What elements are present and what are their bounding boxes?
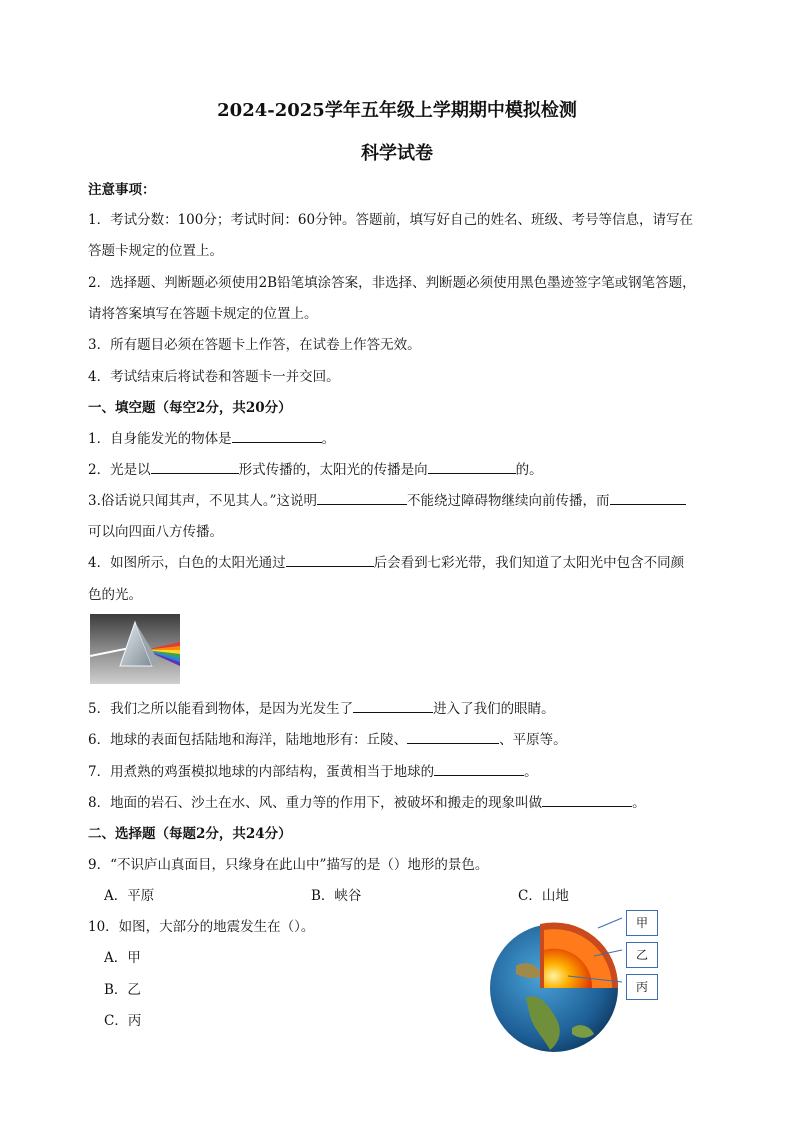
q9-option-b[interactable]: B．峡谷	[311, 888, 362, 904]
question-5: 5．我们之所以能看到物体，是因为光发生了 进入了我们的眼睛。	[88, 697, 555, 717]
section2-heading: 二、选择题（每题2分，共24分）	[88, 826, 292, 842]
question-3: 3.俗话说只闻其声，不见其人。”这说明 不能绕过障碍物继续向前传播，而	[88, 489, 686, 509]
notice-line: 2．选择题、判断题必须使用2B铅笔填涂答案，非选择、判断题必须使用黑色墨迹签字笔或钢笔答题，	[88, 275, 696, 291]
q9-option-c[interactable]: C．山地	[518, 888, 569, 904]
question-2: 2．光是以 形式传播的，太阳光的传播是向 的。	[88, 458, 543, 478]
notice-line: 1．考试分数：100分；考试时间：60分钟。答题前，填写好自己的姓名、班级、考号等信息，请写在	[88, 212, 694, 228]
question-8: 8．地面的岩石、沙土在水、风、重力等的作用下，被破坏和搬走的现象叫做 。	[88, 791, 646, 811]
notice-line: 请将答案填写在答题卡规定的位置上。	[88, 306, 318, 322]
answer-blank[interactable]	[151, 459, 239, 474]
notice-line: 3．所有题目必须在答题卡上作答，在试卷上作答无效。	[88, 337, 421, 353]
notice-line: 答题卡规定的位置上。	[88, 243, 223, 259]
answer-blank[interactable]	[407, 729, 499, 744]
answer-blank[interactable]	[542, 792, 632, 807]
q10-option-b[interactable]: B．乙	[104, 982, 141, 998]
label-yi: 乙	[626, 942, 658, 968]
label-bing: 丙	[626, 974, 658, 1000]
exam-subtitle: 科学试卷	[361, 143, 433, 164]
label-jia: 甲	[626, 910, 658, 936]
notice-heading: 注意事项：	[88, 182, 156, 198]
question-9: 9．“不识庐山真面目，只缘身在此山中”描写的是（）地形的景色。	[88, 857, 489, 873]
q10-option-c[interactable]: C．丙	[104, 1013, 142, 1029]
question-6: 6．地球的表面包括陆地和海洋，陆地地形有：丘陵、 、平原等。	[88, 728, 567, 748]
prism-photo	[90, 614, 180, 684]
answer-blank[interactable]	[434, 761, 524, 776]
answer-blank[interactable]	[286, 552, 374, 567]
question-1: 1．自身能发光的物体是 。	[88, 427, 335, 447]
answer-blank[interactable]	[353, 698, 433, 713]
answer-blank[interactable]	[610, 490, 686, 505]
question-7: 7．用煮熟的鸡蛋模拟地球的内部结构，蛋黄相当于地球的 。	[88, 760, 538, 780]
notice-line: 4．考试结束后将试卷和答题卡一并交回。	[88, 369, 340, 385]
answer-blank[interactable]	[428, 459, 516, 474]
q10-option-a[interactable]: A．甲	[104, 950, 141, 966]
earth-structure-diagram	[486, 906, 666, 1056]
question-10: 10．如图，大部分的地震发生在（）。	[88, 919, 315, 935]
answer-blank[interactable]	[317, 490, 407, 505]
question-4-cont: 色的光。	[88, 587, 142, 603]
question-3-cont: 可以向四面八方传播。	[88, 524, 223, 540]
q9-option-a[interactable]: A．平原	[104, 888, 155, 904]
section1-heading: 一、填空题（每空2分，共20分）	[88, 400, 292, 416]
answer-blank[interactable]	[232, 428, 322, 443]
exam-title: 2024-2025学年五年级上学期期中模拟检测	[217, 100, 577, 121]
question-4: 4．如图所示，白色的太阳光通过 后会看到七彩光带，我们知道了太阳光中包含不同颜	[88, 551, 684, 571]
